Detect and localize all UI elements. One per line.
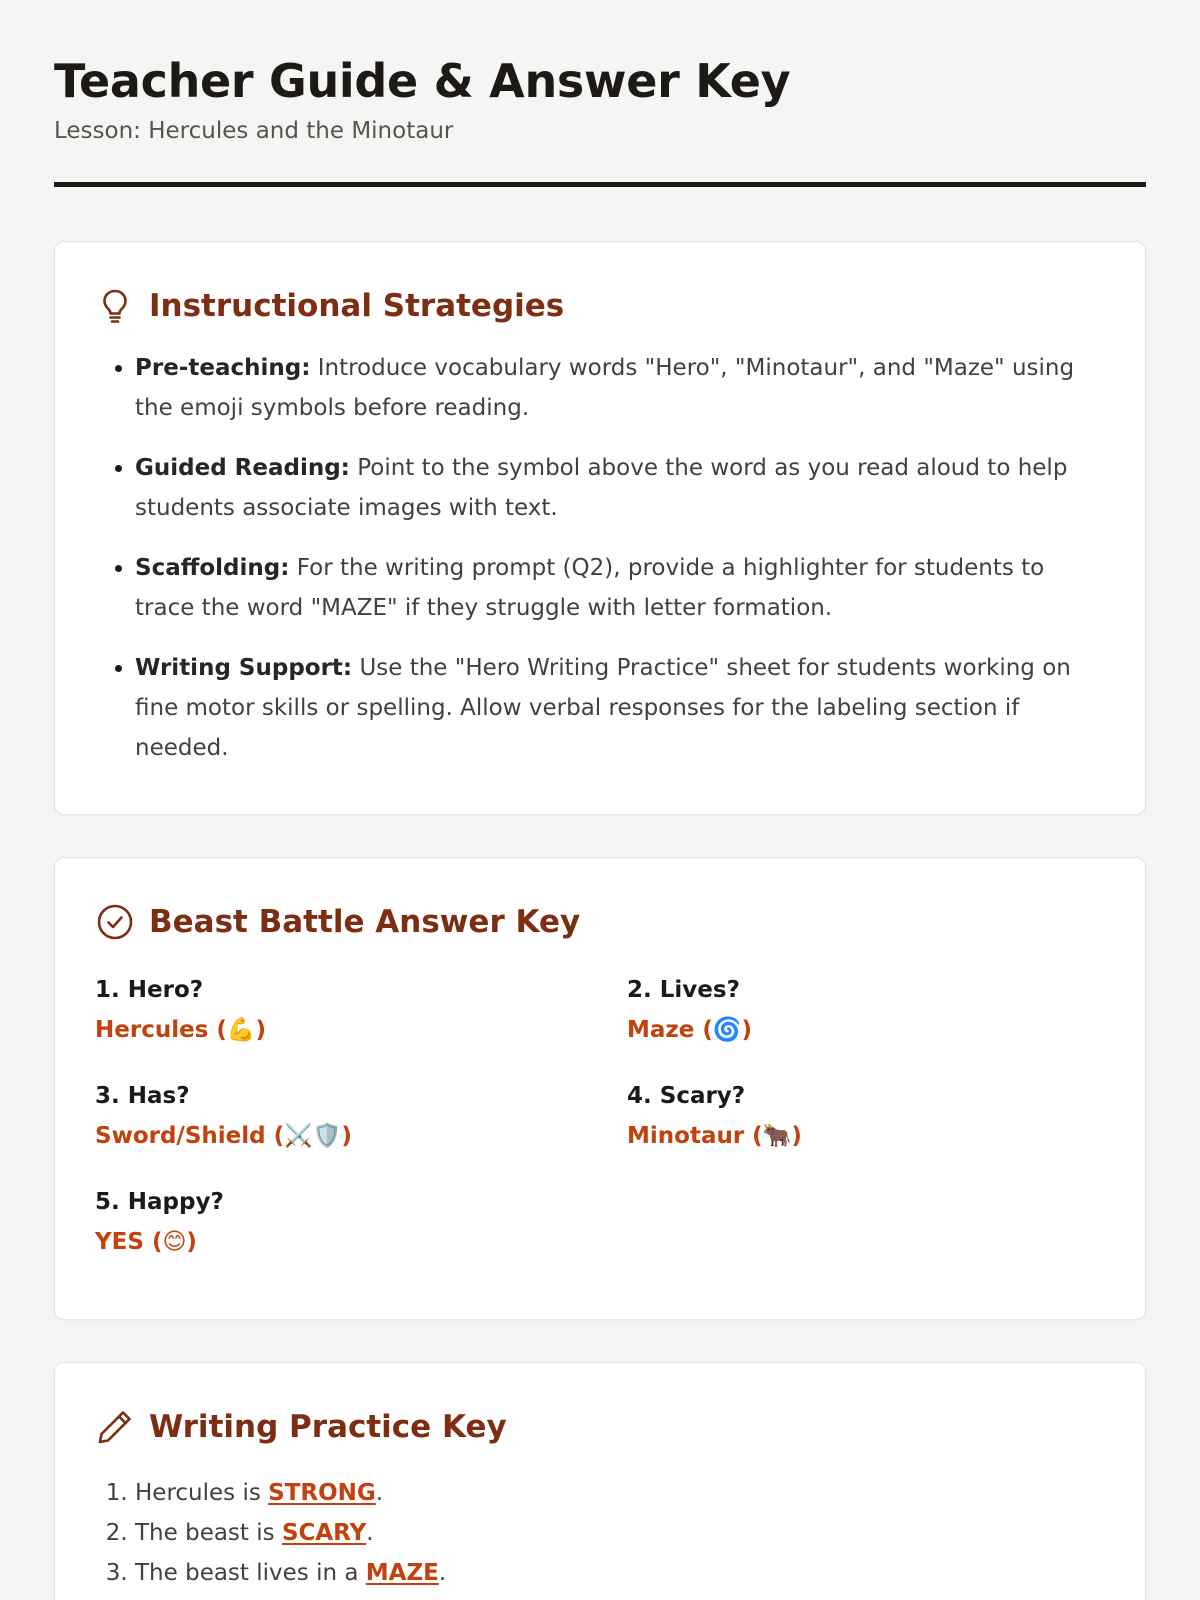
strategy-text: Point to the symbol above the word as you read aloud to help students associate images with text.	[135, 455, 1068, 521]
answer-grid	[95, 970, 1105, 1262]
page-title: Teacher Guide & Answer Key	[54, 54, 791, 108]
answer-value: Sword/Shield (⚔️🛡️)	[95, 1123, 352, 1149]
sentence-answer: STRONG	[268, 1480, 376, 1506]
strategy-label: Guided Reading:	[135, 455, 350, 481]
answer-value: YES (😊)	[95, 1229, 197, 1255]
lightbulb-icon	[95, 286, 135, 326]
answer-item	[627, 970, 1105, 1050]
answer-value: Minotaur (🐂)	[627, 1123, 802, 1149]
sentence-answer: MAZE	[365, 1560, 439, 1586]
card-title: Writing Practice Key	[149, 1409, 507, 1445]
pencil-icon	[95, 1407, 135, 1447]
sentence-text: The beast is	[135, 1520, 282, 1546]
sentence-text: Hercules is	[135, 1480, 269, 1506]
answer-question: 1. Hero?	[95, 977, 204, 1003]
strategy-item	[135, 648, 1105, 768]
card-title: Beast Battle Answer Key	[149, 904, 581, 940]
sentence-end: .	[375, 1480, 384, 1506]
sentence-answer: SCARY	[281, 1520, 367, 1546]
answer-value: Hercules (💪)	[95, 1017, 267, 1043]
answer-value: Maze (🌀)	[627, 1017, 753, 1043]
writing-item	[135, 1513, 1105, 1553]
sentence-text: The beast lives in a	[135, 1560, 366, 1586]
strategy-text: For the writing prompt (Q2), provide a highlighter for students to trace the word "MAZE" if they struggle with letter formation.	[135, 555, 1045, 621]
answer-item	[95, 970, 627, 1050]
answer-question: 5. Happy?	[95, 1189, 224, 1215]
strategy-label: Pre-teaching:	[135, 355, 311, 381]
card-header	[95, 1403, 1105, 1451]
strategy-item	[135, 448, 1105, 528]
writing-practice-key-card	[54, 1362, 1146, 1600]
strategy-item	[135, 348, 1105, 428]
answer-question: 3. Has?	[95, 1083, 190, 1109]
beast-battle-answer-key-card	[54, 857, 1146, 1320]
strategy-text: Introduce vocabulary words "Hero", "Minotaur", and "Maze" using the emoji symbols before reading.	[135, 355, 1075, 421]
writing-list	[95, 1473, 1105, 1593]
writing-item	[135, 1553, 1105, 1593]
instructional-strategies-card	[54, 241, 1146, 815]
sentence-end: .	[366, 1520, 374, 1546]
writing-item	[135, 1473, 1105, 1513]
lesson-subtitle: Lesson: Hercules and the Minotaur	[54, 118, 454, 144]
check-circle-icon	[95, 902, 135, 942]
answer-question: 2. Lives?	[627, 977, 740, 1003]
answer-item	[95, 1182, 627, 1262]
card-header	[95, 898, 1105, 946]
strategy-label: Scaffolding:	[135, 555, 290, 581]
strategy-item	[135, 548, 1105, 628]
answer-item	[95, 1076, 627, 1156]
strategy-label: Writing Support:	[135, 655, 353, 681]
answer-question: 4. Scary?	[627, 1083, 746, 1109]
card-header	[95, 282, 1105, 330]
card-title: Instructional Strategies	[149, 288, 565, 324]
answer-item	[627, 1076, 1105, 1156]
strategy-list	[95, 348, 1105, 768]
sentence-end: .	[438, 1560, 447, 1586]
strategy-text: Use the "Hero Writing Practice" sheet for students working on fine motor skills or spelling. Allow verbal responses for the labeling section if needed.	[135, 655, 1071, 761]
page-header	[54, 0, 1146, 187]
